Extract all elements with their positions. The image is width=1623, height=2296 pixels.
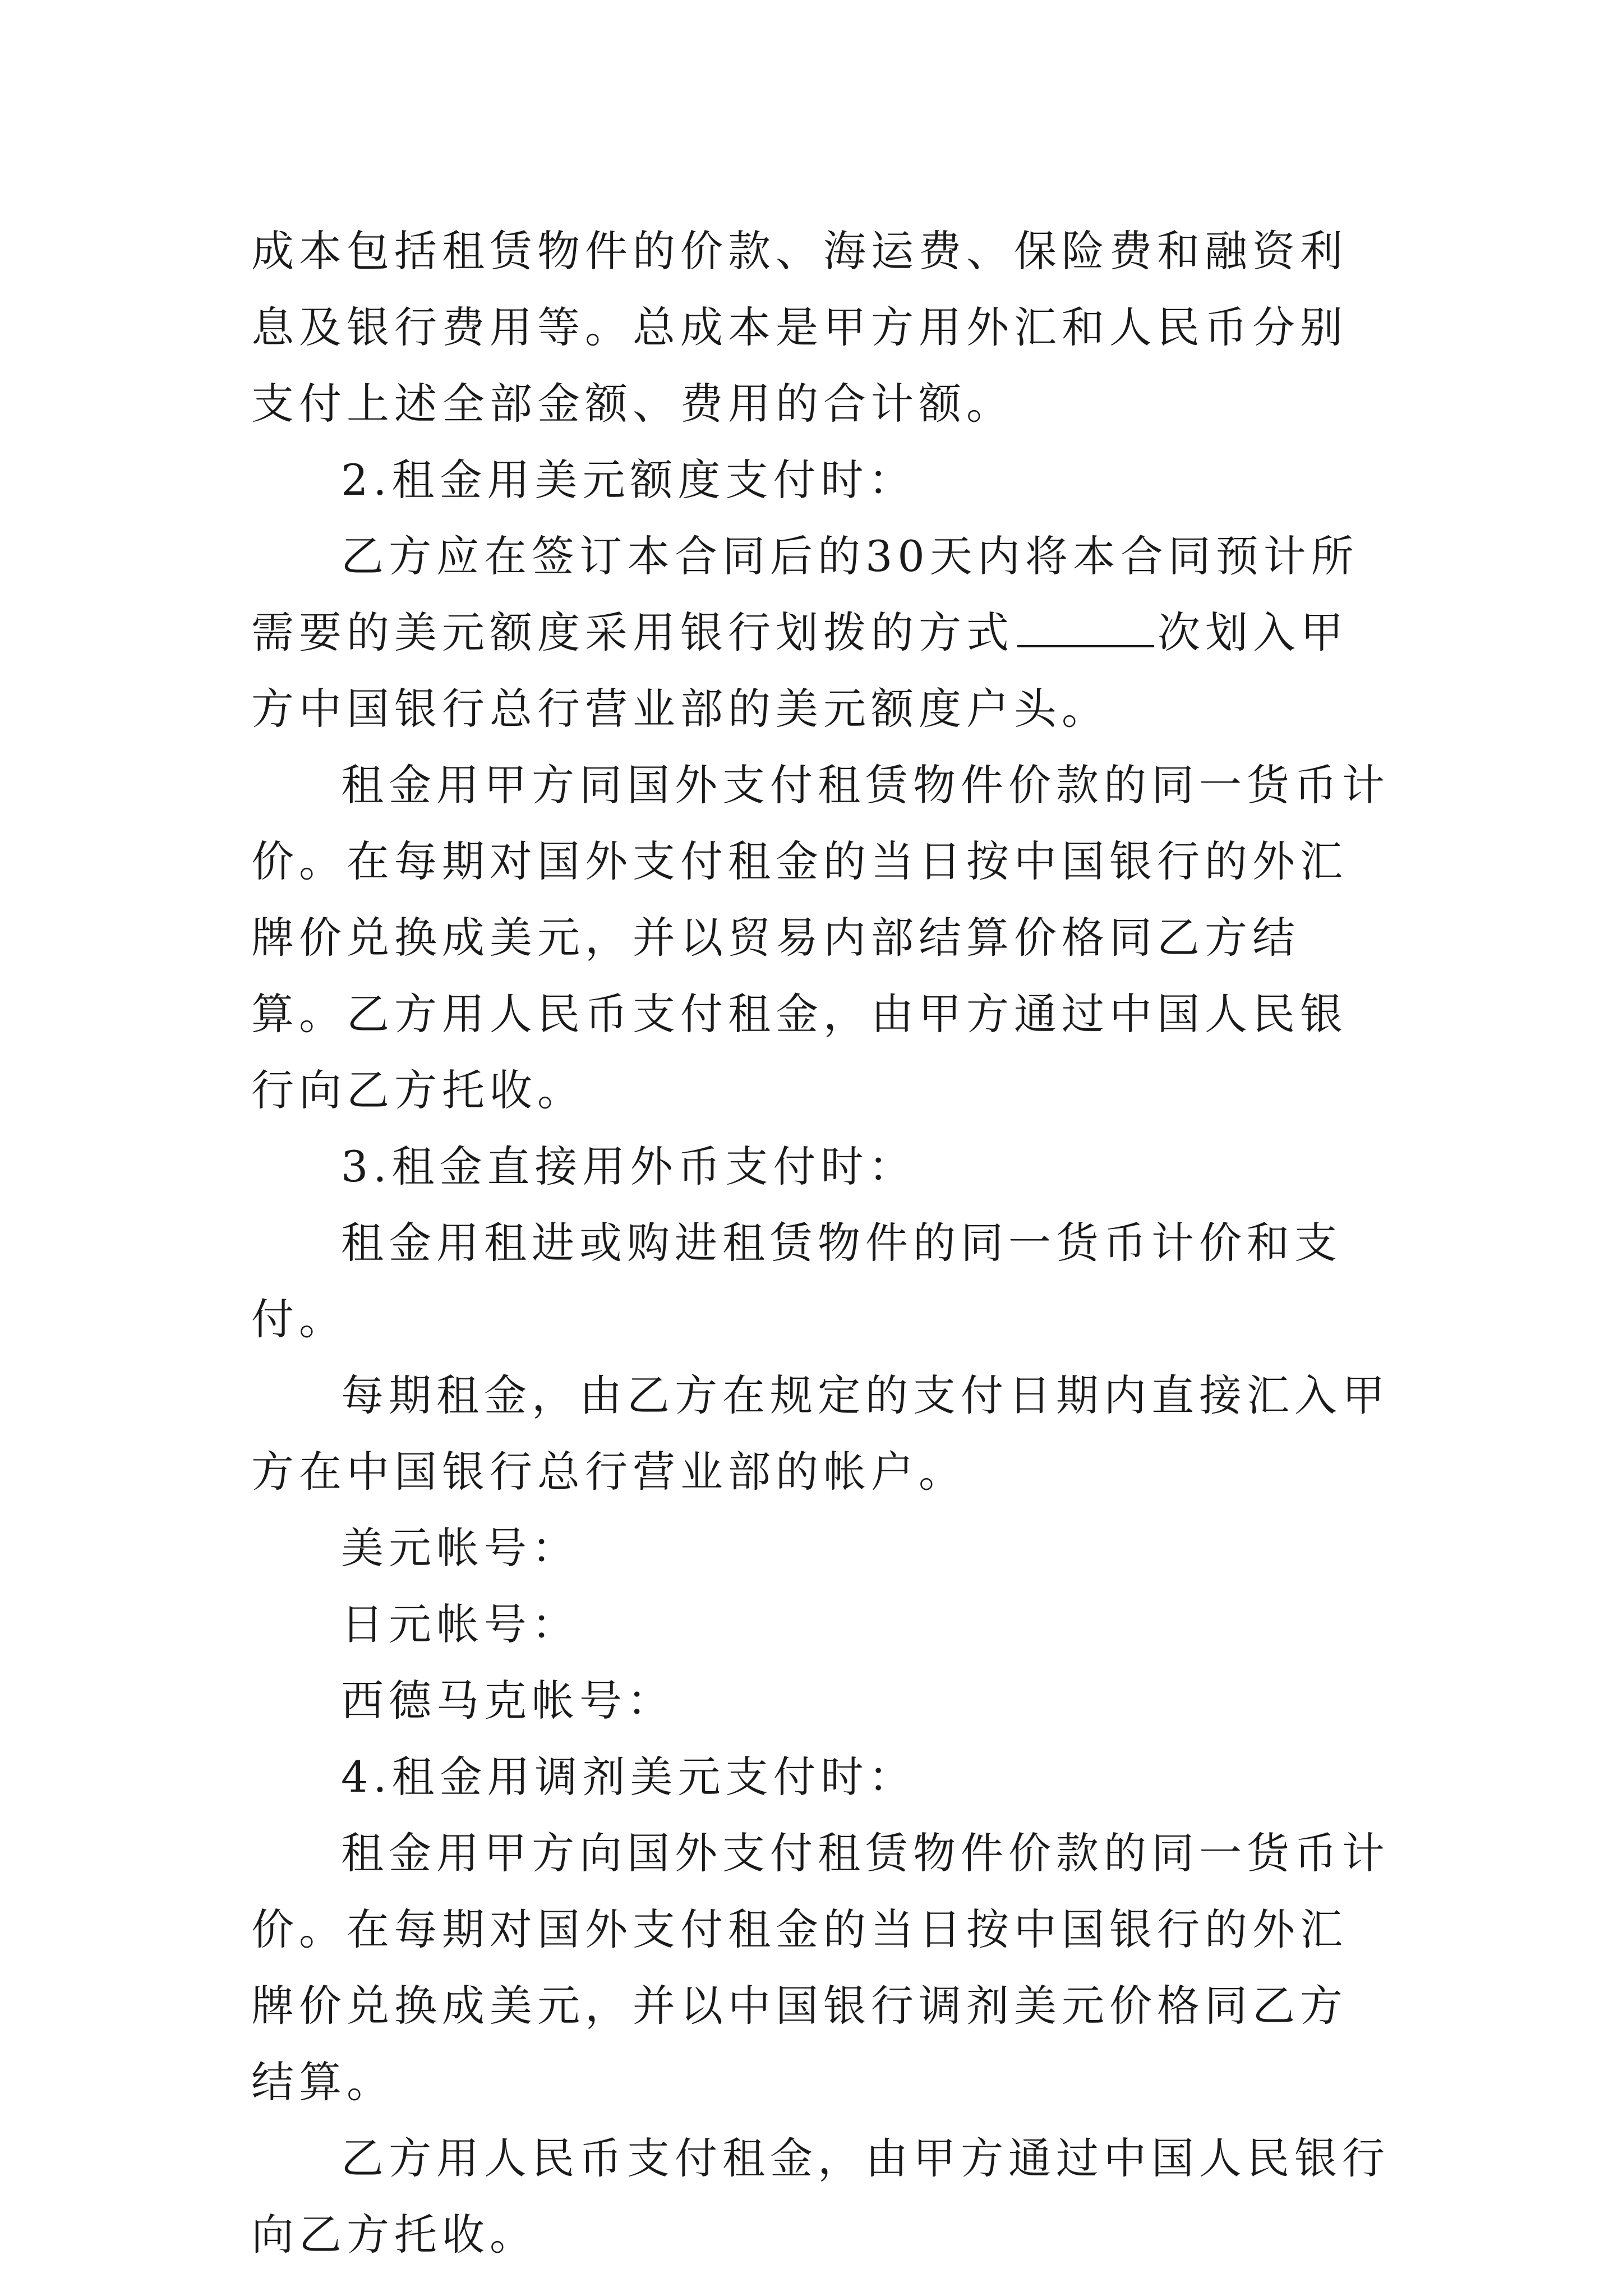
paragraph-usd-quota-transfer-part1: 乙方应在签订本合同后的30天内将本合同预计所需要的美元额度采用银行划拨的方式 (251, 531, 1359, 657)
paragraph-swap-usd-pricing: 租金用甲方向国外支付租赁物件价款的同一货币计价。在每期对国外支付租金的当日按中国银行的外汇牌价兑换成美元，并以中国银行调剂美元价格同乙方结算。 (251, 1828, 1390, 2107)
heading-swap-usd-payment: 4.租金用调剂美元支付时： (341, 1752, 916, 1802)
heading-foreign-currency-payment: 3.租金直接用外币支付时： (341, 1142, 916, 1191)
paragraph-usd-quota-transfer-part2: 次划入甲方中国银行总行营业部的美元额度户头。 (251, 608, 1348, 734)
heading-usd-quota-payment: 2.租金用美元额度支付时： (341, 455, 916, 505)
paragraph-cost-definition: 成本包括租赁物件的价款、海运费、保险费和融资利息及银行费用等。总成本是甲方用外汇和人民币分别支付上述全部金额、费用的合计额。 (251, 226, 1348, 429)
paragraph-rent-pricing: 租金用甲方同国外支付租赁物件价款的同一货币计价。在每期对国外支付租金的当日按中国银行的外汇牌价兑换成美元，并以贸易内部结算价格同乙方结算。乙方用人民币支付租金，由甲方通过中国人民银行向乙方托收。 (251, 760, 1390, 1115)
document-page (251, 213, 1390, 2273)
dem-account-label: 西德马克帐号： (341, 1676, 675, 1726)
paragraph-usd-quota-transfer (251, 518, 1390, 747)
paragraph-rent-currency: 租金用租进或购进租赁物件的同一货币计价和支付。 (251, 1218, 1342, 1344)
usd-account-label: 美元帐号： (341, 1523, 579, 1573)
paragraph-rmb-collection: 乙方用人民币支付租金，由甲方通过中国人民银行向乙方托收。 (251, 2133, 1390, 2260)
fill-in-blank (1017, 641, 1154, 647)
jpy-account-label: 日元帐号： (341, 1599, 579, 1649)
paragraph-rent-remittance: 每期租金，由乙方在规定的支付日期内直接汇入甲方在中国银行总行营业部的帐户。 (251, 1370, 1390, 1497)
